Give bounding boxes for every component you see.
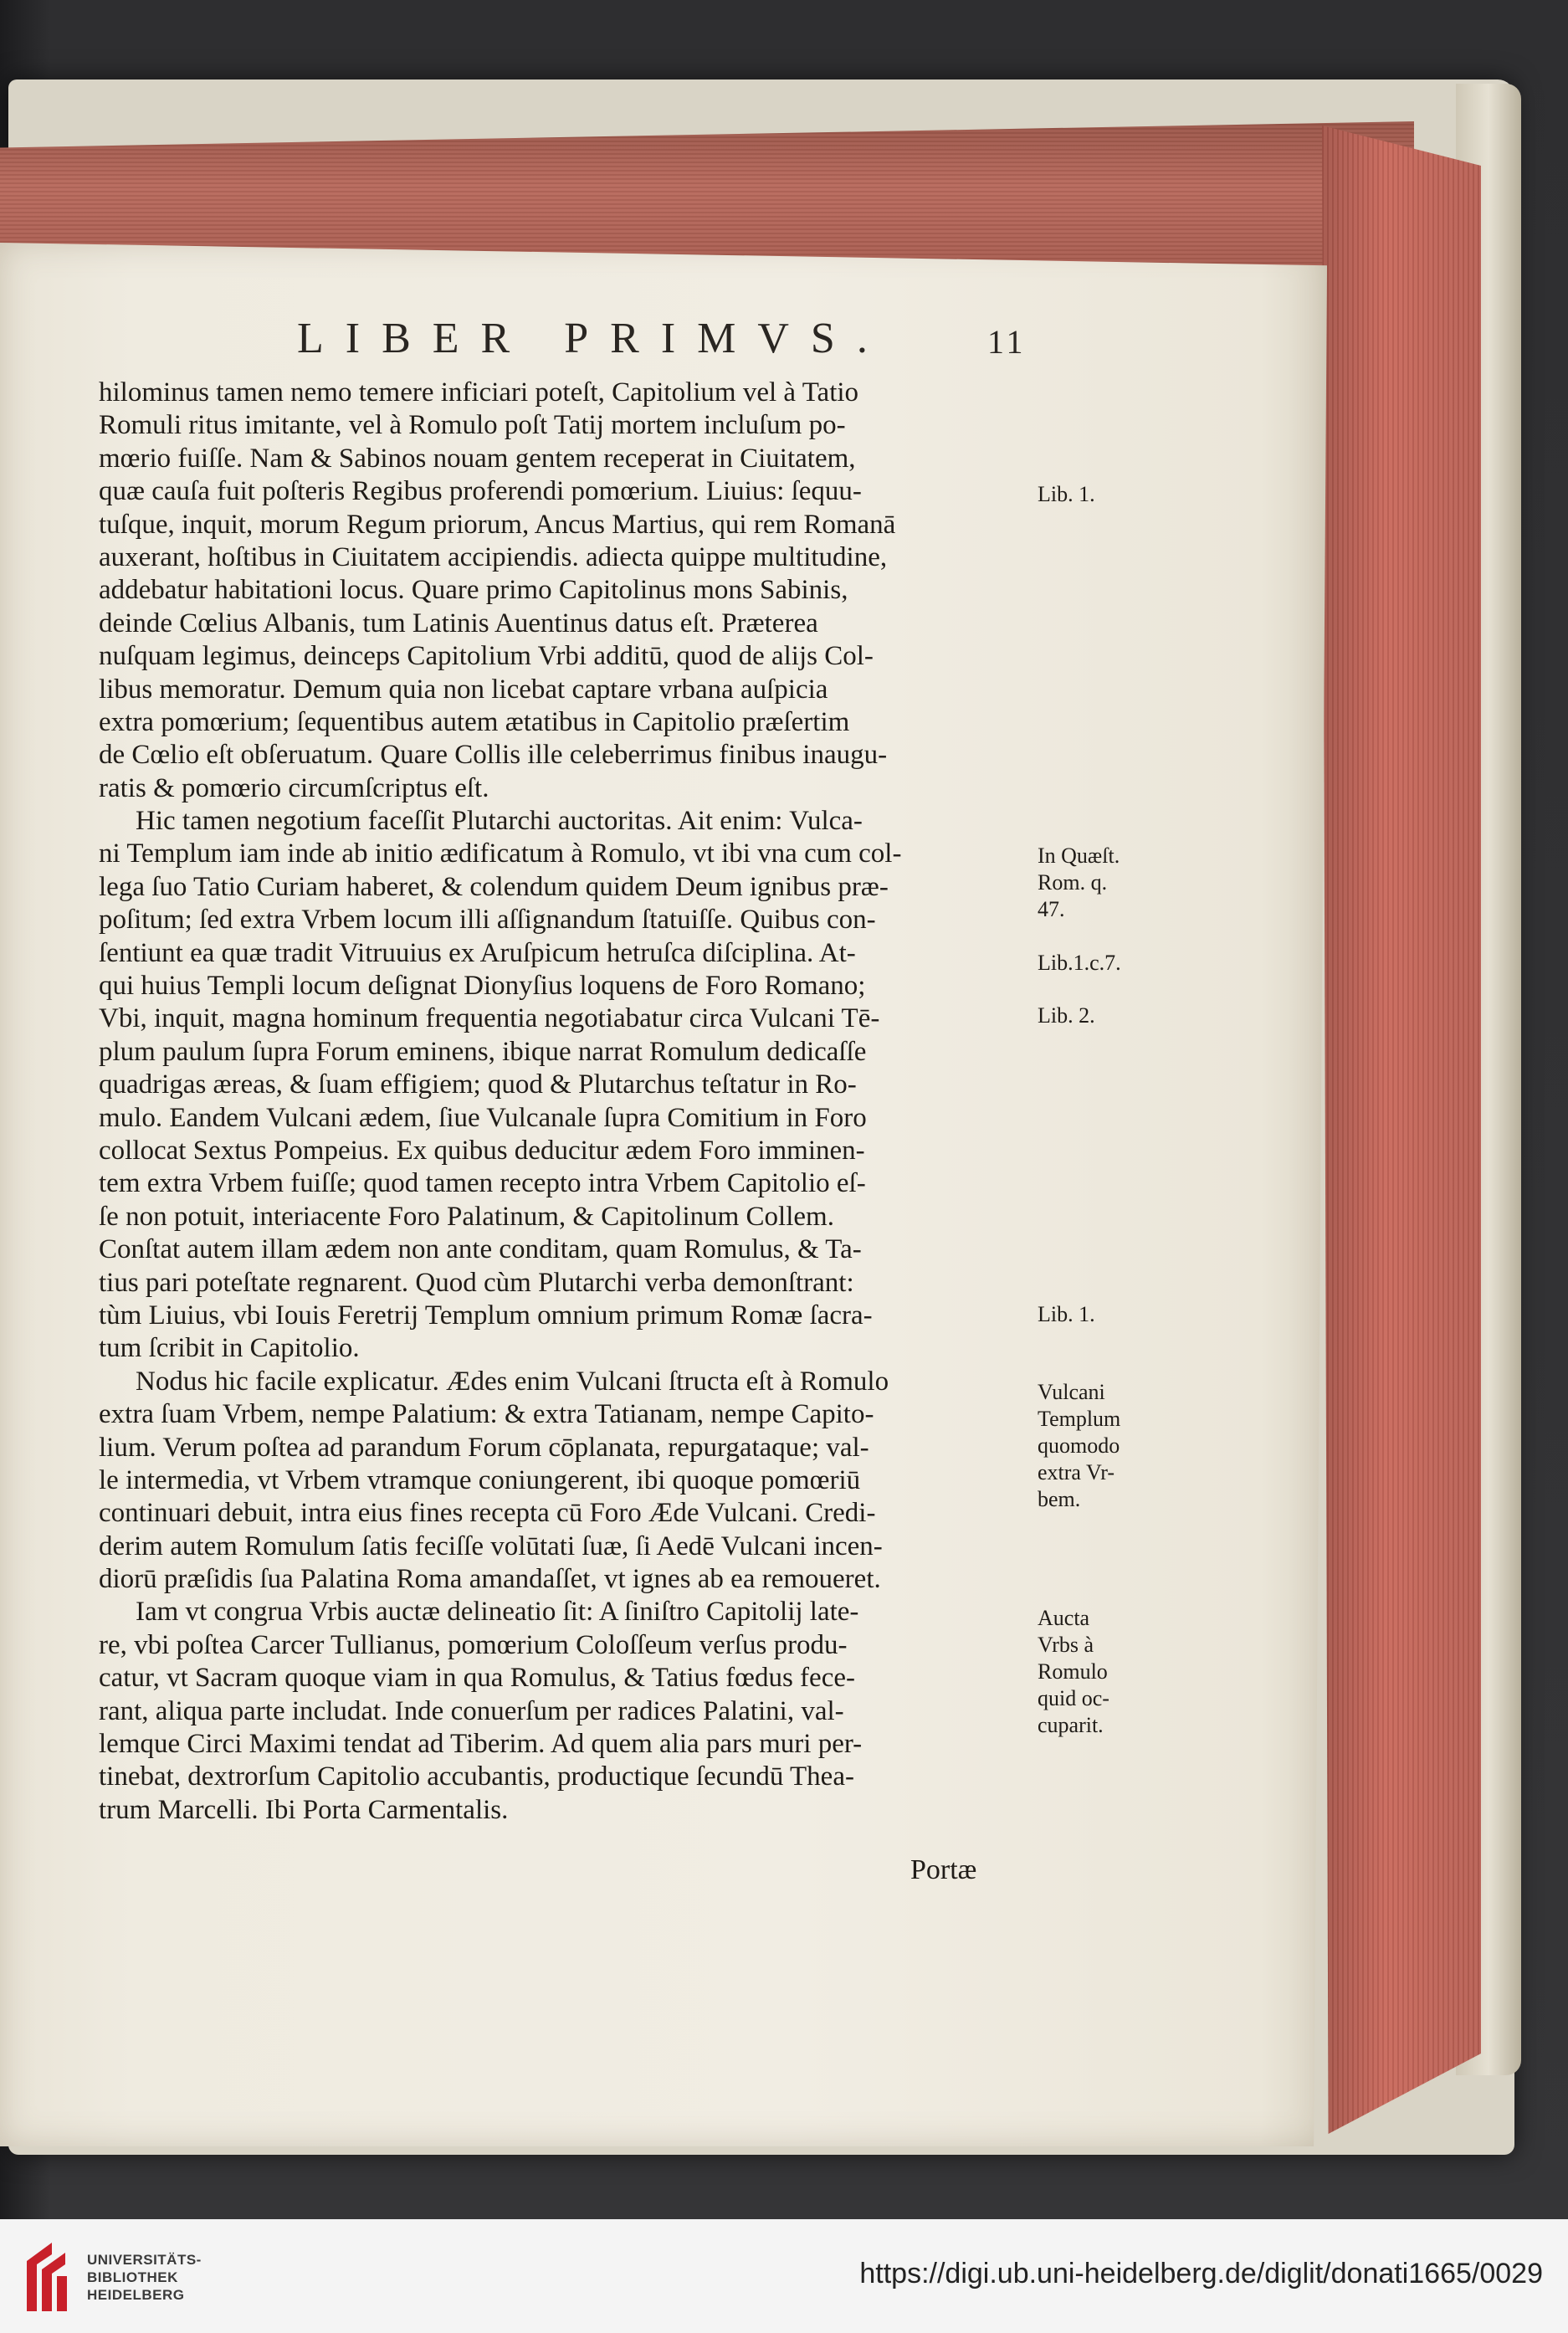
text-line: mulo. Eandem Vulcani ædem, ſiue Vulcanale ſupra Comitium in Foro	[99, 1102, 867, 1133]
text-line: Nodus hic facile explicatur. Ædes enim Vulcani ſtructa eſt à Romulo	[136, 1366, 889, 1397]
margin-note	[1038, 843, 1180, 923]
text-line: addebatur habitationi locus. Quare primo Capitolinus mons Sabinis,	[99, 575, 848, 606]
text-line: nuſquam legimus, deinceps Capitolium Vrbi additū, quod de alijs Col-	[99, 641, 874, 672]
text-line: re, vbi poſtea Carcer Tullianus, pomœrium Coloſſeum verſus produ-	[99, 1629, 848, 1660]
text-line: catur, vt Sacram quoque viam in qua Romulus, & Tatius fœdus fece-	[99, 1663, 855, 1694]
text-line: le intermedia, vt Vrbem vtramque coniungerent, ibi quoque pomœriū	[99, 1464, 861, 1495]
permalink-url[interactable]: https://digi.ub.uni-heidelberg.de/diglit/donati1665/0029	[859, 2258, 1543, 2289]
text-line: libus memoratur. Demum quia non licebat captare vrbana auſpicia	[99, 674, 828, 705]
running-head: LIBER PRIMVS.	[297, 315, 889, 362]
page-number: 11	[987, 323, 1027, 361]
text-line: diorū præſidis ſua Palatina Roma amandaſſet, vt ignes ab ea remoueret.	[99, 1564, 881, 1595]
margin-note-line: cuparit.	[1038, 1713, 1104, 1737]
text-line: Conſtat autem illam ædem non ante conditam, quam Romulus, & Ta-	[99, 1234, 862, 1265]
text-line: quæ cauſa fuit poſteris Regibus proferendi pomœrium. Liuius: ſequu-	[99, 476, 862, 507]
text-line: Hic tamen negotium faceſſit Plutarchi auctoritas. Ait enim: Vulca-	[136, 806, 863, 837]
text-line: collocat Sextus Pompeius. Ex quibus deducitur ædem Foro imminen-	[99, 1135, 865, 1166]
text-line: lium. Verum poſtea ad parandum Forum cōplanata, repurgataque; val-	[99, 1432, 869, 1463]
margin-note-line: extra Vr-	[1038, 1460, 1115, 1484]
text-line: lega ſuo Tatio Curiam haberet, & colendum quidem Deum ignibus præ-	[99, 871, 889, 902]
margin-note	[1038, 1379, 1180, 1513]
text-line: continuari debuit, intra eius fines recepta cū Foro Æde Vulcani. Credi-	[99, 1498, 876, 1529]
text-line: tinebat, dextrorſum Capitolio accubantis, productique ſecundū Thea-	[99, 1761, 854, 1792]
text-line: qui huius Templi locum deſignat Dionyſius loquens de Foro Romano;	[99, 971, 866, 1002]
margin-note-line: 47.	[1038, 897, 1065, 921]
margin-note-line: Lib. 2.	[1038, 1003, 1095, 1028]
viewer-footer	[0, 2219, 1568, 2333]
text-line: tem extra Vrbem fuiſſe; quod tamen recepto intra Vrbem Capitolio eſ-	[99, 1168, 866, 1199]
margin-note-line: Lib. 1.	[1038, 482, 1095, 506]
margin-note-line: Aucta	[1038, 1606, 1090, 1630]
text-line: Vbi, inquit, magna hominum frequentia negotiabatur circa Vulcani Tē-	[99, 1003, 880, 1034]
text-line: ni Templum iam inde ab initio ædificatum à Romulo, vt ibi vna cum col-	[99, 838, 902, 869]
margin-note	[1038, 1605, 1180, 1739]
text-line: trum Marcelli. Ibi Porta Carmentalis.	[99, 1794, 509, 1825]
university-logo-icon[interactable]	[18, 2236, 77, 2316]
margin-note	[1038, 950, 1180, 977]
margin-note-line: Romulo	[1038, 1659, 1108, 1684]
text-line: Romuli ritus imitante, vel à Romulo poſt Tatij mortem incluſum po-	[99, 410, 846, 441]
margin-note-line: Lib. 1.	[1038, 1302, 1095, 1326]
margin-note	[1038, 1002, 1180, 1029]
text-line: lemque Circi Maximi tendat ad Tiberim. Ad quem alia pars muri per-	[99, 1729, 863, 1760]
text-line: Iam vt congrua Vrbis auctæ delineatio ſit: A ſiniſtro Capitolij late-	[136, 1597, 859, 1628]
margin-note-line: bem.	[1038, 1487, 1081, 1511]
text-line: ſentiunt ea quæ tradit Vitruuius ex Aruſpicum hetruſca diſciplina. At-	[99, 937, 856, 968]
text-line: mœrio fuiſſe. Nam & Sabinos nouam gentem receperat in Ciuitatem,	[99, 443, 856, 474]
text-line: extra pomœrium; ſequentibus autem ætatibus in Capitolio præſertim	[99, 706, 850, 737]
text-line: de Cœlio eſt obſeruatum. Quare Collis ille celeberrimus finibus inaugu-	[99, 740, 888, 771]
text-line: derim autem Romulum ſatis feciſſe volūtati ſuæ, ſi Aedē Vulcani incen-	[99, 1531, 883, 1561]
margin-note	[1038, 1301, 1180, 1328]
text-line: auxerant, hoſtibus in Ciuitatem accipiendis. adiecta quippe multitudine,	[99, 541, 888, 572]
logo-line: UNIVERSITÄTS-	[87, 2252, 202, 2268]
body-text	[99, 377, 1036, 1827]
margin-note-line: Vrbs à	[1038, 1633, 1094, 1657]
university-logo-text[interactable]	[87, 2251, 202, 2304]
margin-note-line: Lib.1.c.7.	[1038, 951, 1121, 975]
margin-note-line: quomodo	[1038, 1433, 1120, 1458]
text-line: tuſque, inquit, morum Regum priorum, Ancus Martius, qui rem Romanā	[99, 509, 896, 540]
logo-line: BIBLIOTHEK	[87, 2269, 178, 2285]
margin-note-line: quid oc-	[1038, 1686, 1109, 1710]
catchword: Portæ	[910, 1854, 977, 1885]
margin-note-line: In Quæſt.	[1038, 843, 1120, 868]
page-block-fore-edge	[1322, 126, 1481, 2134]
text-line: plum paulum ſupra Forum eminens, ibique narrat Romulum dedicaſſe	[99, 1036, 867, 1067]
text-line: ſe non potuit, interiacente Foro Palatinum, & Capitolinum Collem.	[99, 1201, 834, 1232]
text-line: deinde Cœlius Albanis, tum Latinis Auentinus datus eſt. Præterea	[99, 608, 818, 638]
margin-note-line: Rom. q.	[1038, 870, 1108, 895]
text-line: quadrigas æreas, & ſuam effigiem; quod & Plutarchus teſtatur in Ro-	[99, 1069, 857, 1100]
logo-line: HEIDELBERG	[87, 2287, 185, 2303]
margin-note-line: Vulcani	[1038, 1380, 1105, 1404]
text-line: ratis & pomœrio circumſcriptus eſt.	[99, 772, 489, 803]
text-line: hilominus tamen nemo temere inficiari poteſt, Capitolium vel à Tatio	[99, 377, 859, 408]
text-line: tius pari poteſtate regnarent. Quod cùm Plutarchi verba demonſtrant:	[99, 1267, 854, 1298]
margin-note-line: Templum	[1038, 1407, 1121, 1431]
margin-note	[1038, 481, 1180, 508]
text-line: poſitum; ſed extra Vrbem locum illi aſſignandum ſtatuiſſe. Quibus con-	[99, 905, 876, 936]
text-line: tùm Liuius, vbi Iouis Feretrij Templum omnium primum Romæ ſacra-	[99, 1300, 873, 1331]
text-line: tum ſcribit in Capitolio.	[99, 1333, 360, 1364]
text-line: extra ſuam Vrbem, nempe Palatium: & extra Tatianam, nempe Capito-	[99, 1399, 874, 1430]
text-line: rant, aliqua parte includat. Inde conuerſum per radices Palatini, val-	[99, 1695, 844, 1726]
